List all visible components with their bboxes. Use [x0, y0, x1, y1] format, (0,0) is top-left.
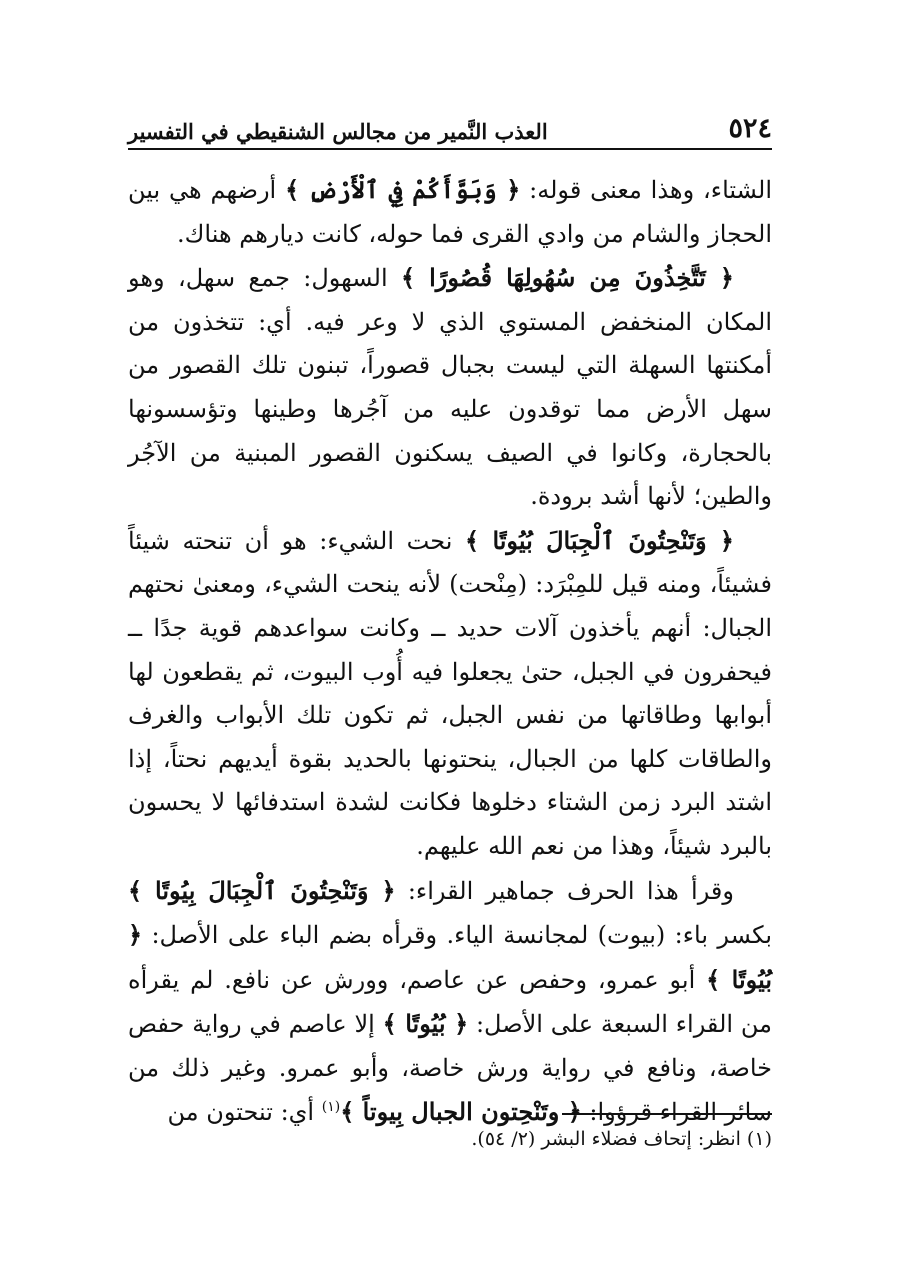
footnote: (١) انظر: إتحاف فضلاء البشر (٢/ ٥٤).: [471, 1128, 772, 1150]
quran-verse: ﴿ وَبَوَّأَكُمْ فِي ٱلْأَرْضِ ﴾: [285, 175, 521, 204]
paragraph-4: [128, 869, 772, 1136]
text-run: الشتاء، وهذا معنى قوله:: [520, 176, 773, 204]
text-run: وقرأ هذا الحرف جماهير القراء:: [395, 876, 734, 905]
paragraph-2: [128, 256, 772, 519]
paragraph-3: [128, 519, 772, 869]
running-title: العذب النَّمير من مجالس الشنقيطي في التفسير: [128, 119, 548, 144]
text-run: بكسر باء: (بيوت) لمجانسة الياء. وقرأه بضم الباء على الأصل:: [142, 921, 772, 950]
text-run: إلا عاصم في رواية حفص خاصة، ونافع في رواية ورش خاصة، وأبو عمرو. وغير ذلك من سائر القراء قرؤوا:: [128, 1010, 772, 1127]
quran-verse: ﴿ بُيُوتًا ﴾: [382, 1009, 469, 1039]
quran-verse: ﴿ بُيُوتًا ﴾: [128, 920, 772, 994]
text-run: أرضهم هي بين الحجاز والشام من وادي القرى فما حوله، كانت ديارهم هناك.: [128, 176, 772, 248]
text-run: أبو عمرو، وحفص عن عاصم، وورش عن نافع. لم يقرأه من القراء السبعة على الأصل:: [128, 965, 772, 1039]
page-header: [128, 110, 772, 150]
footnote-reference: (١): [321, 1099, 341, 1116]
text-run: نحت الشيء: هو أن تنحته شيئاً فشيئاً، ومنه قيل للمِبْرَد: (مِنْحت) لأنه ينحت الشيء، ومعنىٰ نحتهم الجبال: أنهم يأخذون آلات حديد ــ وكانت سواعدهم قوية جدًا ــ فيحفرون في الجبل، حتىٰ يجعلوا فيه أُوب البيوت، ثم يقطعون لها أبوابها وطاقاتها من نفس الجبل، ثم تكون تلك الأبواب والغرف والطاقات كلها من الجبال، ينحتونها بالحديد بقوة أيديهم نحتاً، إذا اشتد البرد زمن الشتاء دخلوها فكانت لشدة استدفائها لا يحسون بالبرد شيئاً، وهذا من نعم الله عليهم.: [128, 526, 773, 860]
quran-verse: ﴿ وتَنْحِتون الجبال بِيوتاً ﴾: [340, 1097, 582, 1127]
quran-verse: ﴿ تَتَّخِذُونَ مِن سُهُولِهَا قُصُورًا ﴾: [400, 263, 734, 293]
quran-verse: ﴿ وَتَنْحِتُونَ ٱلْجِبَالَ بِيُوتًا ﴾: [128, 875, 396, 905]
page-number: ٥٢٤: [728, 113, 772, 144]
text-run: أي: تنحتون من: [167, 1098, 322, 1127]
quran-verse: ﴿ وَتَنْحِتُونَ ٱلْجِبَالَ بُيُوتًا ﴾: [465, 525, 734, 555]
paragraph-1: [128, 168, 772, 256]
footnote-separator: [562, 1113, 772, 1115]
text-run: السهول: جمع سهل، وهو المكان المنخفض المستوي الذي لا وعر فيه. أي: تتخذون من أمكنتها السهلة التي ليست بجبال قصوراً، تبنون تلك القصور من سهل الأرض مما توقدون عليه من آجُرها وطينها وتؤسسونها بالحجارة، وكانوا في الصيف يسكنون القصور المبنية من الآجُر والطين؛ لأنها أشد برودة.: [128, 264, 772, 511]
main-text: [128, 168, 772, 1135]
